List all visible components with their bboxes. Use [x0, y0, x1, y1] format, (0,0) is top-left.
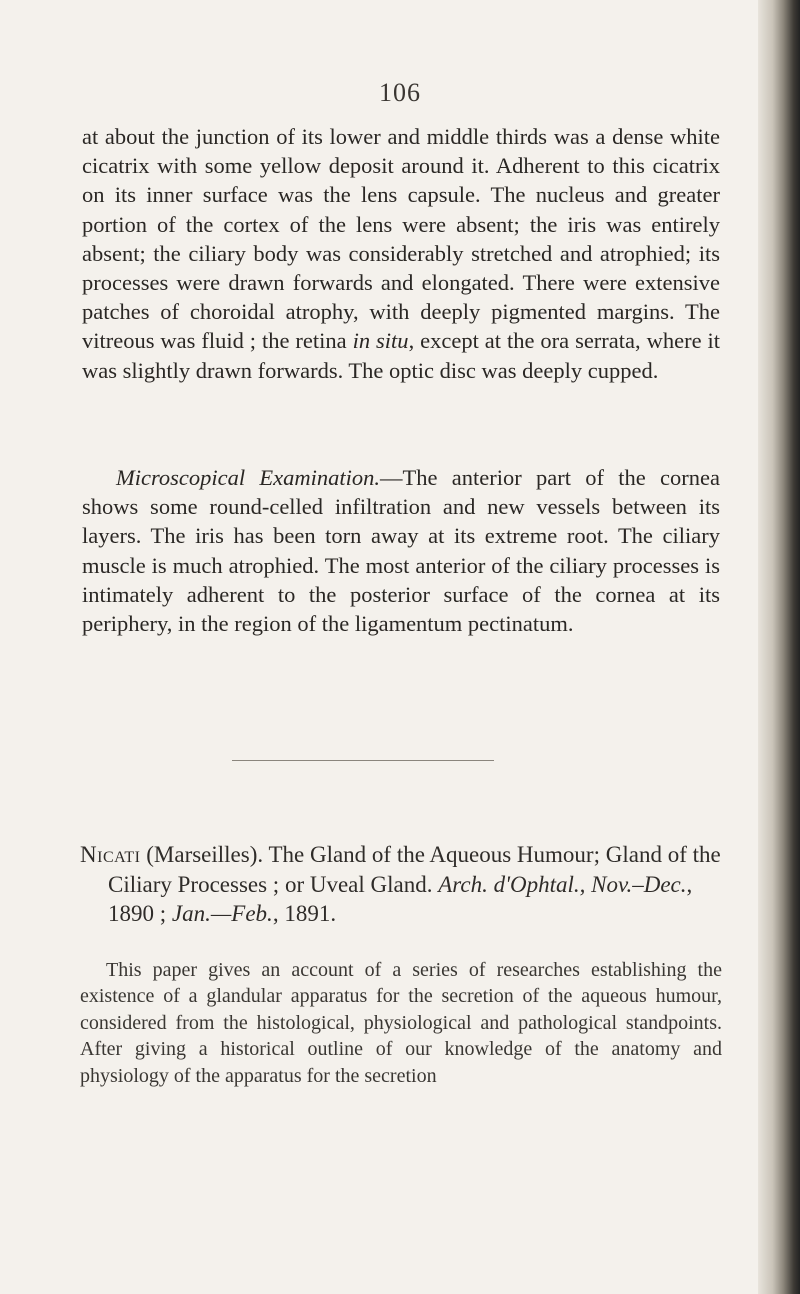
page-number: 106: [379, 78, 421, 107]
section-divider: [232, 760, 494, 761]
bibliography-entry: [80, 840, 744, 929]
case-paragraph-2-text: —The anterior part of the cornea shows some round-celled infiltration and new vessels between its layers. The iris has been torn away at its extreme root. The ciliary muscle is much atrophied. The most anterior of the ciliary processes is intimately adherent to the posterior surface of the cornea at its periphery, in the region of the ligamentum pectinatum.: [82, 465, 720, 637]
entry-year-1: , 1890 ;: [108, 871, 693, 926]
case-paragraph-1-end: , except at the ora serrata, where it was slightly drawn forwards. The optic disc was deeply cupped.: [82, 328, 720, 383]
case-paragraph-1: [82, 122, 720, 385]
entry-title: (Marseilles). The Gland of the Aqueous Humour; Gland of the Ciliary Processes ; or Uveal Gland.: [108, 842, 721, 897]
microscopical-heading: Microscopical Examination.: [116, 465, 381, 490]
case-paragraph-1-text: at about the junction of its lower and middle thirds was a dense white cicatrix with some yellow deposit around it. Adherent to this cicatrix on its inner surface was the lens capsule. The nucleus and greater portion of the cortex of the lens were absent; the iris was entirely absent; the ciliary body was considerably stretched and atrophied; its processes were drawn forwards and elongated. There were extensive patches of choroidal atrophy, with deeply pigmented margins. The vitreous was fluid ; the retina: [82, 124, 720, 354]
entry-author: Nicati: [80, 842, 141, 867]
entry-year-2: , 1891.: [272, 901, 337, 926]
abstract-paragraph: This paper gives an account of a series of researches establishing the existence of a glandular apparatus for the secretion of the aqueous humour, considered from the histological, physiological and pathological standpoints. After giving a historical outline of our knowledge of the anatomy and physiology of the apparatus for the secretion: [80, 959, 722, 1087]
page-edge-shadow: [758, 0, 800, 1294]
case-paragraph-2: [82, 463, 720, 638]
entry-journal: Arch. d'Ophtal., Nov.–Dec.: [438, 871, 687, 897]
entry-months-2: Jan.—Feb.: [171, 901, 273, 926]
in-situ-italic: in situ: [352, 328, 409, 354]
